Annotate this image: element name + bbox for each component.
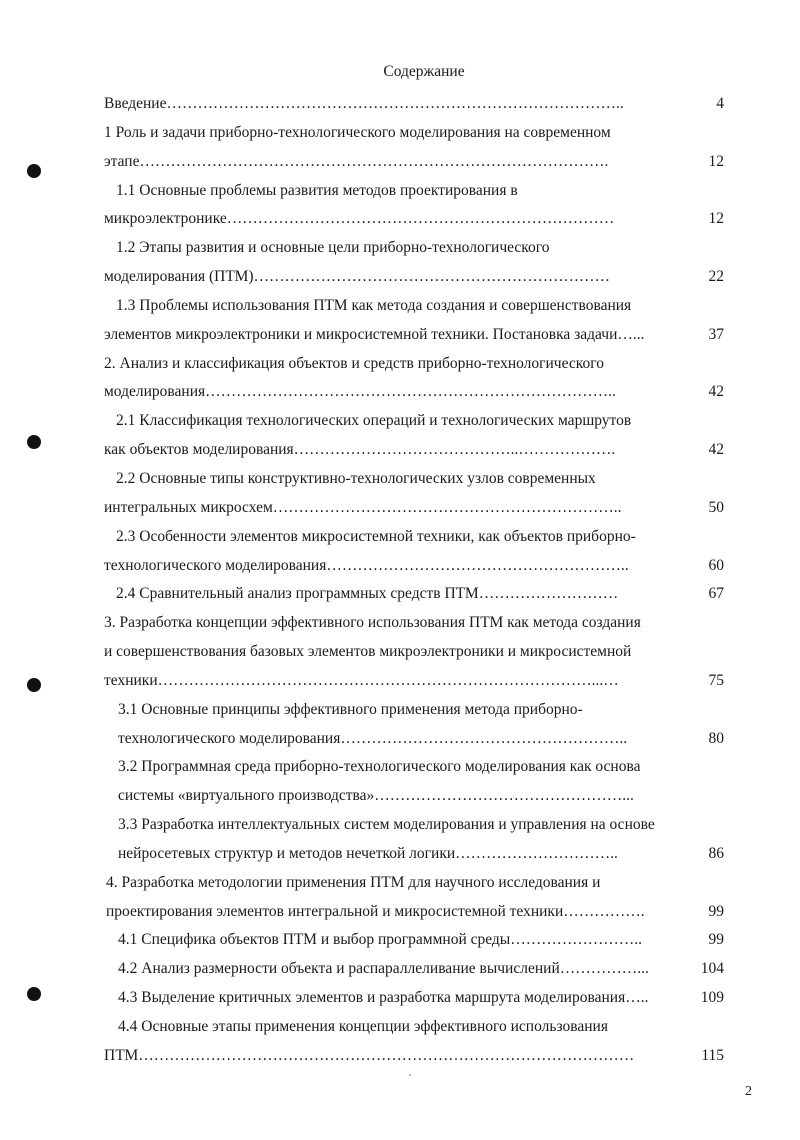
toc-entry-text: проектирования элементов интегральной и микросистемной техники……………. xyxy=(106,902,645,920)
toc-entry-text: 4. Разработка методологии применения ПТМ для научного исследования и xyxy=(106,873,601,891)
toc-entry-text: 2.1 Классификация технологических операций и технологических маршрутов xyxy=(116,412,632,430)
toc-entry-text: 4.2 Анализ размерности объекта и распараллеливание вычислений……………... xyxy=(118,960,649,978)
toc-line xyxy=(104,753,750,782)
toc-entry-page: 109 xyxy=(700,989,724,1007)
toc-line xyxy=(104,90,750,119)
toc-line xyxy=(104,465,750,494)
binder-hole-4 xyxy=(27,987,41,1001)
toc-entry-page: 86 xyxy=(708,844,724,862)
toc-line xyxy=(104,205,750,234)
scan-speck xyxy=(409,1074,411,1076)
toc-entry-page: 104 xyxy=(700,960,724,978)
toc-entry-page: 42 xyxy=(708,383,724,401)
toc-entry-text: 2. Анализ и классификация объектов и средств приборно-технологического xyxy=(104,354,604,372)
toc-entry-text: моделирования (ПТМ)…………………………………………………………… xyxy=(104,268,611,286)
toc-line xyxy=(104,523,750,552)
toc-entry-text: Введение…………………………………………………………………………….. xyxy=(104,95,624,112)
toc-line xyxy=(104,350,750,379)
toc-entry-text: 3.2 Программная среда приборно-технологического моделирования как основа xyxy=(118,758,641,776)
toc-line xyxy=(104,840,750,869)
toc-line xyxy=(104,898,750,927)
toc-entry-page: 12 xyxy=(708,210,724,228)
toc-entry-page: 115 xyxy=(701,1046,724,1064)
toc-line xyxy=(104,552,750,581)
toc-line xyxy=(104,292,750,321)
toc-line xyxy=(104,321,750,350)
toc-entry-text: технологического моделирования………………………………………………….. xyxy=(104,556,629,574)
toc-line xyxy=(104,984,750,1013)
toc-entry-text: 4.3 Выделение критичных элементов и разработка маршрута моделирования….. xyxy=(118,989,649,1007)
toc-entry-text: моделирования…………………………………………………………………….. xyxy=(104,383,616,401)
toc-entry-text: 2.4 Сравнительный анализ программных средств ПТМ……………………… xyxy=(116,585,619,603)
toc-entry-page: 42 xyxy=(708,441,724,459)
toc-entry-page: 4 xyxy=(716,95,724,112)
toc-line xyxy=(104,580,750,609)
toc-line xyxy=(104,1042,750,1071)
toc-entry-text: системы «виртуального производства»…………………………………………... xyxy=(118,787,634,805)
toc-entry-text: 1 Роль и задачи приборно-технологического моделирования на современном xyxy=(104,123,611,141)
toc-line xyxy=(104,436,750,465)
toc-line xyxy=(104,494,750,523)
toc-entry-text: интегральных микросхем………………………………………………………….. xyxy=(104,498,622,516)
toc-entry-text: этапе………………………………………………………………………………. xyxy=(104,152,609,170)
toc-entry-text: 4.1 Специфика объектов ПТМ и выбор программной среды…………………….. xyxy=(118,931,642,949)
toc-line xyxy=(104,667,750,696)
toc-entry-page: 99 xyxy=(708,931,724,949)
toc-entry-text: 1.2 Этапы развития и основные цели приборно-технологического xyxy=(116,239,550,257)
toc-entry-text: 4.4 Основные этапы применения концепции эффективного использования xyxy=(118,1018,608,1035)
toc-line xyxy=(104,1013,750,1042)
toc-line xyxy=(104,177,750,206)
toc-entry-text: технологического моделирования……………………………………………….. xyxy=(118,729,628,747)
toc-title: Содержание xyxy=(383,63,465,80)
toc-line xyxy=(104,378,750,407)
toc-line xyxy=(104,148,750,177)
toc-entry-page: 67 xyxy=(708,585,724,603)
toc-entry-text: элементов микроэлектроники и микросистемной техники. Постановка задачи…... xyxy=(104,325,645,343)
toc-entry-text: 2.2 Основные типы конструктивно-технологических узлов современных xyxy=(116,469,596,487)
toc-entry-text: микроэлектронике………………………………………………………………… xyxy=(104,210,615,228)
binder-hole-3 xyxy=(27,678,41,692)
toc-line xyxy=(104,609,750,638)
toc-line xyxy=(104,638,750,667)
toc-entry-text: нейросетевых структур и методов нечеткой логики………………………….. xyxy=(118,844,618,862)
toc-line xyxy=(104,926,750,955)
toc-line xyxy=(104,407,750,436)
binder-hole-2 xyxy=(27,435,41,449)
toc-line xyxy=(104,263,750,292)
toc-line xyxy=(104,782,750,811)
toc-entry-page: 99 xyxy=(708,902,724,920)
toc-entry-text: 3.3 Разработка интеллектуальных систем моделирования и управления на основе xyxy=(118,816,655,834)
toc-entry-text: ПТМ…………………………………………………………………………………… xyxy=(104,1046,635,1064)
toc-entry-page: 50 xyxy=(708,498,724,516)
toc-entry-text: 1.1 Основные проблемы развития методов проектирования в xyxy=(116,181,518,199)
toc-entry-page: 80 xyxy=(708,729,724,747)
toc-entry-page: 60 xyxy=(708,556,724,574)
toc-entry-text: как объектов моделирования……………………………………..………………. xyxy=(104,441,616,459)
toc-entry-text: и совершенствования базовых элементов микроэлектроники и микросистемной xyxy=(104,643,632,661)
toc-entry-text: техники…………………………………………………………………………...… xyxy=(104,671,619,689)
toc-line xyxy=(104,955,750,984)
toc-entry-text: 1.3 Проблемы использования ПТМ как метода создания и совершенствования xyxy=(116,296,632,314)
toc-entry-page: 37 xyxy=(708,325,724,343)
binder-hole-1 xyxy=(27,164,41,178)
toc-line xyxy=(104,869,750,898)
toc-entry-page: 22 xyxy=(708,268,724,286)
toc-entry-page: 75 xyxy=(708,671,724,689)
toc-entry-text: 3.1 Основные принципы эффективного применения метода приборно- xyxy=(118,700,583,718)
toc-entry-page: 12 xyxy=(708,152,724,170)
toc-line xyxy=(104,811,750,840)
toc-line xyxy=(104,696,750,725)
page-number: 2 xyxy=(745,1084,752,1099)
toc-entry-text: 2.3 Особенности элементов микросистемной техники, как объектов приборно- xyxy=(116,527,636,545)
toc-line xyxy=(104,119,750,148)
toc-entry-text: 3. Разработка концепции эффективного использования ПТМ как метода создания xyxy=(104,614,641,632)
toc-line xyxy=(104,725,750,754)
table-of-contents xyxy=(104,90,750,1071)
toc-line xyxy=(104,234,750,263)
